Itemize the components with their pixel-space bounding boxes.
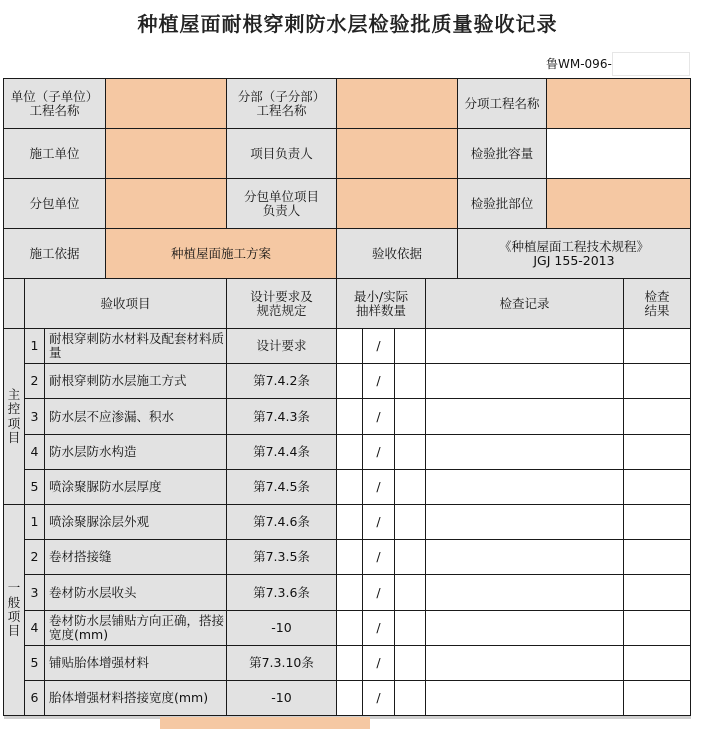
form-code-input[interactable] [612,52,690,76]
sample-slash: / [362,504,395,540]
item-requirement: 第7.3.6条 [226,574,337,610]
item-requirement: 第7.3.5条 [226,539,337,575]
record-input[interactable] [425,574,624,610]
sample-slash: / [362,645,395,681]
result-input[interactable] [623,469,691,505]
sample-slash: / [362,328,395,364]
project-manager-label: 项目负责人 [226,128,337,179]
unit-name-input[interactable] [105,78,227,129]
sample-actual-input[interactable] [394,504,426,540]
result-input[interactable] [623,574,691,610]
result-input[interactable] [623,328,691,364]
sample-actual-input[interactable] [394,539,426,575]
result-input[interactable] [623,363,691,399]
record-input[interactable] [425,328,624,364]
item-name: 防水层防水构造 [44,434,227,470]
sample-slash: / [362,469,395,505]
item-requirement: 第7.4.4条 [226,434,337,470]
item-requirement: 第7.4.5条 [226,469,337,505]
item-name: 防水层不应渗漏、积水 [44,398,227,434]
sample-actual-input[interactable] [394,398,426,434]
sample-min-input[interactable] [336,539,363,575]
group-main-text: 主控项目 [7,386,21,445]
record-input[interactable] [425,469,624,505]
constructor-label: 施工单位 [3,128,106,179]
item-requirement: 第7.4.3条 [226,398,337,434]
acceptance-label: 验收依据 [336,228,458,279]
record-input[interactable] [425,645,624,681]
sample-min-input[interactable] [336,504,363,540]
record-input[interactable] [425,539,624,575]
capacity-label: 检验批容量 [457,128,547,179]
result-input[interactable] [623,398,691,434]
result-input[interactable] [623,434,691,470]
sample-actual-input[interactable] [394,680,426,716]
subitem-label: 分项工程名称 [457,78,547,129]
col-design-header: 设计要求及 规范规定 [226,278,337,329]
division-input[interactable] [336,78,458,129]
item-requirement: 设计要求 [226,328,337,364]
basis-label: 施工依据 [3,228,106,279]
sample-actual-input[interactable] [394,363,426,399]
acceptance-value: 《种植屋面工程技术规程》 JGJ 155-2013 [457,228,691,279]
col-item-header: 验收项目 [24,278,227,329]
group-general-label [3,504,25,716]
bottom-input-strip[interactable] [160,717,370,729]
subcontractor-input[interactable] [105,178,227,229]
item-requirement: 第7.3.10条 [226,645,337,681]
sample-actual-input[interactable] [394,574,426,610]
sample-min-input[interactable] [336,680,363,716]
item-no: 2 [24,363,45,399]
form-code-label: 鲁WM-096- [546,57,612,71]
item-requirement: 第7.4.2条 [226,363,337,399]
item-name: 胎体增强材料搭接宽度(mm) [44,680,227,716]
sample-actual-input[interactable] [394,610,426,646]
unit-name-label: 单位（子单位） 工程名称 [3,78,106,129]
item-name: 耐根穿刺防水材料及配套材料质量 [44,328,227,364]
sample-slash: / [362,434,395,470]
record-input[interactable] [425,504,624,540]
item-no: 3 [24,574,45,610]
group-general-text: 一般项目 [7,580,21,639]
item-no: 1 [24,504,45,540]
item-name: 喷涂聚脲防水层厚度 [44,469,227,505]
sample-slash: / [362,610,395,646]
subcontractor-label: 分包单位 [3,178,106,229]
sub-pm-input[interactable] [336,178,458,229]
sample-min-input[interactable] [336,469,363,505]
sample-actual-input[interactable] [394,645,426,681]
sample-min-input[interactable] [336,398,363,434]
item-name: 铺贴胎体增强材料 [44,645,227,681]
sample-slash: / [362,398,395,434]
sample-actual-input[interactable] [394,328,426,364]
sample-min-input[interactable] [336,610,363,646]
location-label: 检验批部位 [457,178,547,229]
basis-value[interactable]: 种植屋面施工方案 [105,228,337,279]
item-no: 5 [24,645,45,681]
sample-min-input[interactable] [336,645,363,681]
result-input[interactable] [623,539,691,575]
constructor-input[interactable] [105,128,227,179]
col-record-header: 检查记录 [425,278,624,329]
sample-min-input[interactable] [336,434,363,470]
sample-actual-input[interactable] [394,434,426,470]
item-name: 喷涂聚脲涂层外观 [44,504,227,540]
sample-min-input[interactable] [336,328,363,364]
sample-slash: / [362,574,395,610]
item-no: 1 [24,328,45,364]
sample-min-input[interactable] [336,363,363,399]
result-input[interactable] [623,610,691,646]
record-input[interactable] [425,610,624,646]
record-input[interactable] [425,363,624,399]
item-requirement: 第7.4.6条 [226,504,337,540]
project-manager-input[interactable] [336,128,458,179]
subitem-input[interactable] [546,78,691,129]
item-no: 5 [24,469,45,505]
col-sample-header: 最小/实际 抽样数量 [336,278,426,329]
item-no: 2 [24,539,45,575]
location-input[interactable] [546,178,691,229]
item-no: 3 [24,398,45,434]
item-requirement: -10 [226,680,337,716]
item-name: 耐根穿刺防水层施工方式 [44,363,227,399]
item-name: 卷材防水层收头 [44,574,227,610]
sample-slash: / [362,539,395,575]
acceptance-form-sheet [4,79,691,729]
sample-slash: / [362,363,395,399]
item-requirement: -10 [226,610,337,646]
group-header-blank [3,278,25,329]
sample-actual-input[interactable] [394,469,426,505]
form-title: 种植屋面耐根穿刺防水层检验批质量验收记录 [137,12,558,36]
record-input[interactable] [425,434,624,470]
sample-min-input[interactable] [336,574,363,610]
item-name: 卷材搭接缝 [44,539,227,575]
capacity-input[interactable] [546,128,691,179]
result-input[interactable] [623,504,691,540]
division-label: 分部（子分部） 工程名称 [226,78,337,129]
result-input[interactable] [623,645,691,681]
sub-pm-label: 分包单位项目 负责人 [226,178,337,229]
item-no: 6 [24,680,45,716]
item-no: 4 [24,610,45,646]
group-main-label [3,328,25,505]
item-no: 4 [24,434,45,470]
col-result-header: 检查 结果 [623,278,691,329]
record-input[interactable] [425,680,624,716]
result-input[interactable] [623,680,691,716]
item-name: 卷材防水层铺贴方向正确，搭接宽度(mm) [44,610,227,646]
sample-slash: / [362,680,395,716]
record-input[interactable] [425,398,624,434]
